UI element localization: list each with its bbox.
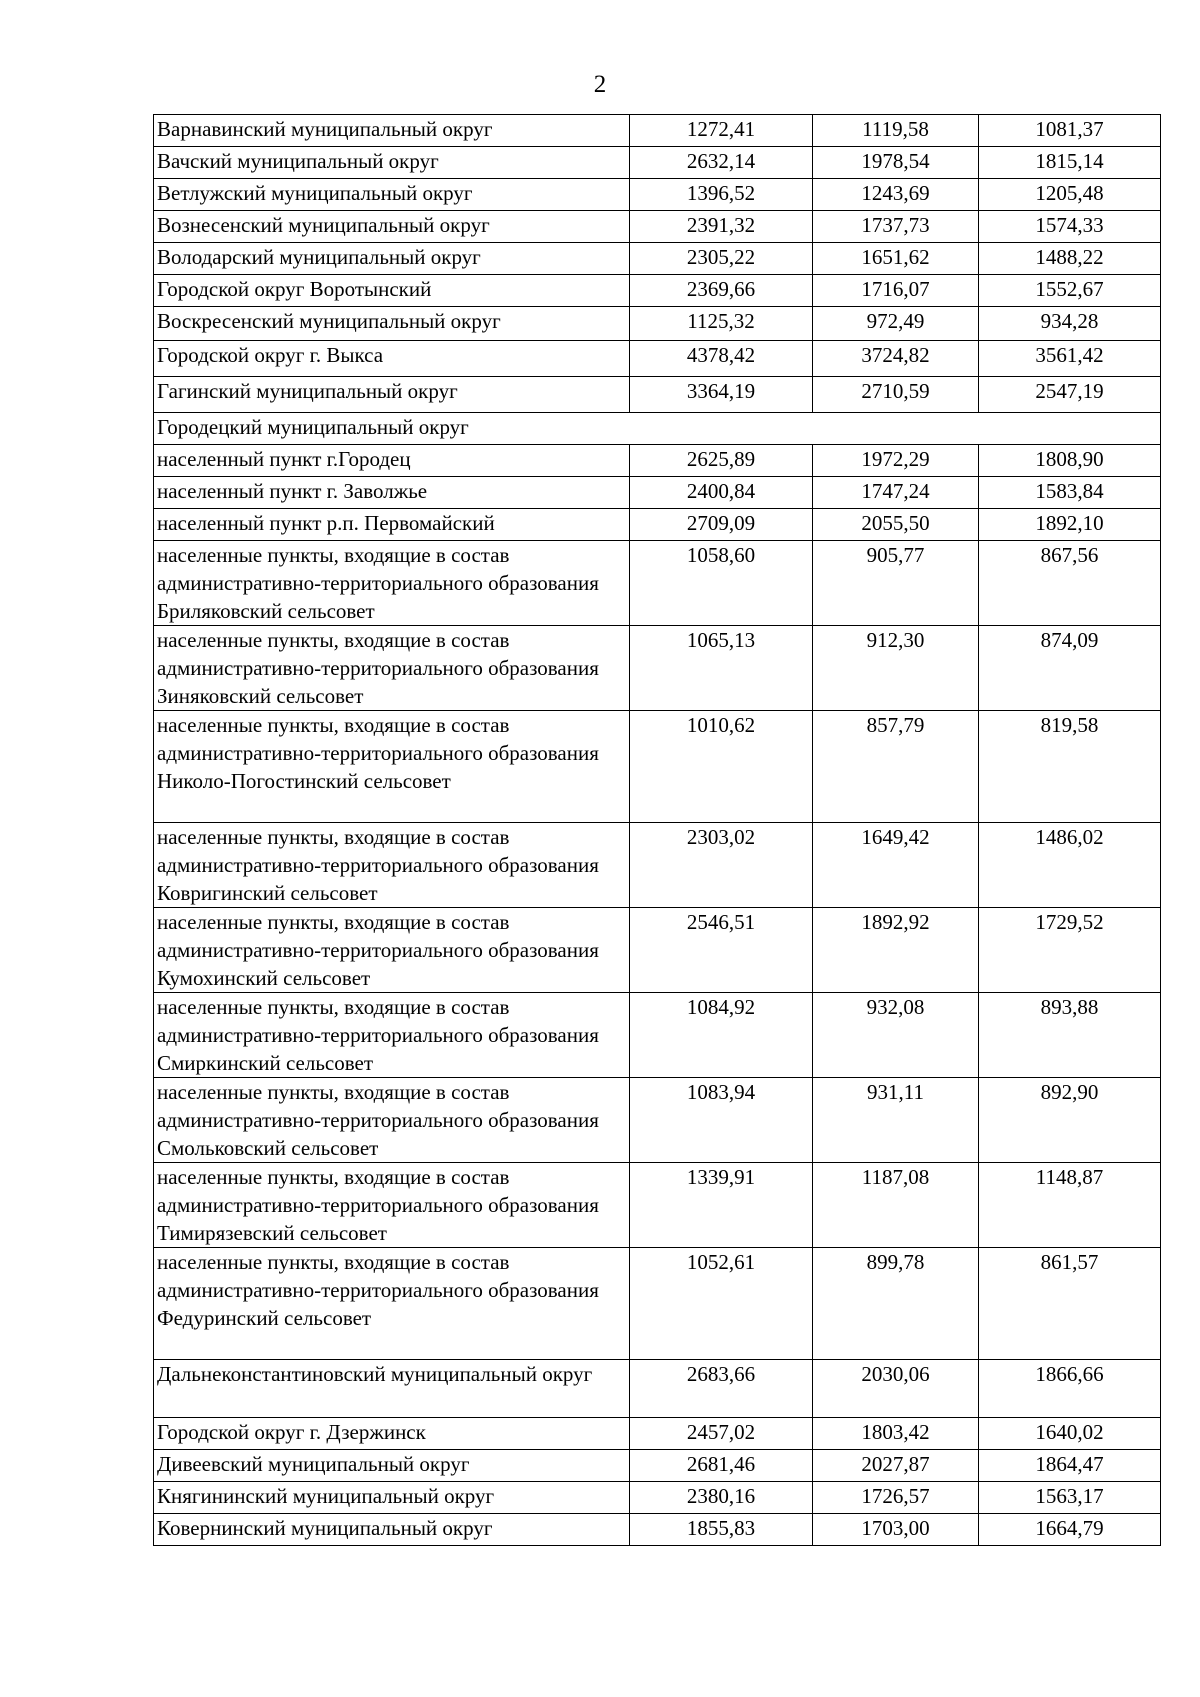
value-1-cell: 2632,14 [630,147,813,179]
value-1-cell: 2391,32 [630,211,813,243]
value-3-cell: 861,57 [979,1248,1161,1360]
territory-name-cell: населенные пункты, входящие в состав административно-территориального образования Тимирязевский сельсовет [154,1163,630,1248]
value-1-cell: 1058,60 [630,541,813,626]
table-row [154,147,1161,179]
value-2-cell: 2055,50 [813,509,979,541]
table-row [154,626,1161,711]
territory-name-cell: Княгининский муниципальный округ [154,1482,630,1514]
territory-name-cell: Дальнеконстантиновский муниципальный округ [154,1360,630,1418]
table-row [154,1418,1161,1450]
value-3-cell: 1486,02 [979,823,1161,908]
value-2-cell: 3724,82 [813,341,979,377]
table-row [154,445,1161,477]
value-1-cell: 2457,02 [630,1418,813,1450]
territory-name-cell: Городской округ г. Дзержинск [154,1418,630,1450]
value-2-cell: 1651,62 [813,243,979,275]
table-row [154,541,1161,626]
value-1-cell: 2380,16 [630,1482,813,1514]
value-1-cell: 1125,32 [630,307,813,341]
table-row [154,377,1161,413]
value-1-cell: 2681,46 [630,1450,813,1482]
value-3-cell: 819,58 [979,711,1161,823]
group-header-row [154,413,1161,445]
territory-name-cell: населенные пункты, входящие в состав административно-территориального образования Кумохинский сельсовет [154,908,630,993]
value-2-cell: 1978,54 [813,147,979,179]
value-2-cell: 932,08 [813,993,979,1078]
table-row [154,1482,1161,1514]
group-name-cell: Городецкий муниципальный округ [154,413,1161,445]
value-1-cell: 1010,62 [630,711,813,823]
value-3-cell: 1205,48 [979,179,1161,211]
value-3-cell: 1488,22 [979,243,1161,275]
value-1-cell: 3364,19 [630,377,813,413]
value-3-cell: 1664,79 [979,1514,1161,1546]
value-2-cell: 857,79 [813,711,979,823]
tariff-table [153,114,1161,1546]
value-3-cell: 2547,19 [979,377,1161,413]
page-number: 2 [593,71,607,98]
value-2-cell: 972,49 [813,307,979,341]
value-1-cell: 2709,09 [630,509,813,541]
value-2-cell: 2027,87 [813,1450,979,1482]
value-3-cell: 1808,90 [979,445,1161,477]
value-2-cell: 1119,58 [813,115,979,147]
value-2-cell: 2030,06 [813,1360,979,1418]
territory-name-cell: населенные пункты, входящие в состав административно-территориального образования Ковригинский сельсовет [154,823,630,908]
value-2-cell: 1892,92 [813,908,979,993]
territory-name-cell: Вачский муниципальный округ [154,147,630,179]
value-3-cell: 892,90 [979,1078,1161,1163]
value-1-cell: 2369,66 [630,275,813,307]
table-row [154,1163,1161,1248]
table-row [154,275,1161,307]
value-1-cell: 1272,41 [630,115,813,147]
table-row [154,1360,1161,1418]
value-3-cell: 1866,66 [979,1360,1161,1418]
value-3-cell: 874,09 [979,626,1161,711]
value-1-cell: 4378,42 [630,341,813,377]
value-1-cell: 1396,52 [630,179,813,211]
value-1-cell: 2546,51 [630,908,813,993]
value-1-cell: 1855,83 [630,1514,813,1546]
value-1-cell: 2625,89 [630,445,813,477]
value-3-cell: 3561,42 [979,341,1161,377]
table-row [154,243,1161,275]
value-3-cell: 893,88 [979,993,1161,1078]
value-3-cell: 1729,52 [979,908,1161,993]
value-2-cell: 905,77 [813,541,979,626]
value-1-cell: 2400,84 [630,477,813,509]
table-row [154,823,1161,908]
table-row [154,179,1161,211]
value-2-cell: 1972,29 [813,445,979,477]
table-row [154,307,1161,341]
value-3-cell: 1552,67 [979,275,1161,307]
table-row [154,1248,1161,1360]
territory-name-cell: Ветлужский муниципальный округ [154,179,630,211]
value-2-cell: 1726,57 [813,1482,979,1514]
territory-name-cell: населенные пункты, входящие в состав административно-территориального образования Зиняковский сельсовет [154,626,630,711]
territory-name-cell: населенные пункты, входящие в состав административно-территориального образования Смольковский сельсовет [154,1078,630,1163]
table-row [154,341,1161,377]
value-1-cell: 2305,22 [630,243,813,275]
table-row [154,711,1161,823]
value-2-cell: 2710,59 [813,377,979,413]
territory-name-cell: Воскресенский муниципальный округ [154,307,630,341]
value-3-cell: 1563,17 [979,1482,1161,1514]
value-3-cell: 1081,37 [979,115,1161,147]
value-1-cell: 1083,94 [630,1078,813,1163]
table-row [154,1514,1161,1546]
value-2-cell: 1703,00 [813,1514,979,1546]
territory-name-cell: Ковернинский муниципальный округ [154,1514,630,1546]
territory-name-cell: Городской округ г. Выкса [154,341,630,377]
table-row [154,477,1161,509]
territory-name-cell: Володарский муниципальный округ [154,243,630,275]
value-2-cell: 1243,69 [813,179,979,211]
territory-name-cell: населенные пункты, входящие в состав административно-территориального образования Смиркинский сельсовет [154,993,630,1078]
value-3-cell: 934,28 [979,307,1161,341]
territory-name-cell: населенный пункт г.Городец [154,445,630,477]
table-row [154,993,1161,1078]
territory-name-cell: населенные пункты, входящие в состав административно-территориального образования Федуринский сельсовет [154,1248,630,1360]
value-3-cell: 1892,10 [979,509,1161,541]
value-2-cell: 1803,42 [813,1418,979,1450]
territory-name-cell: Гагинский муниципальный округ [154,377,630,413]
value-1-cell: 2303,02 [630,823,813,908]
table-body [154,115,1161,1546]
value-3-cell: 1583,84 [979,477,1161,509]
territory-name-cell: Городской округ Воротынский [154,275,630,307]
value-3-cell: 867,56 [979,541,1161,626]
value-3-cell: 1148,87 [979,1163,1161,1248]
table-row [154,908,1161,993]
table-row [154,211,1161,243]
value-2-cell: 899,78 [813,1248,979,1360]
territory-name-cell: населенные пункты, входящие в состав административно-территориального образования Николо-Погостинский сельсовет [154,711,630,823]
territory-name-cell: Вознесенский муниципальный округ [154,211,630,243]
territory-name-cell: населенные пункты, входящие в состав административно-территориального образования Бриляковский сельсовет [154,541,630,626]
territory-name-cell: Дивеевский муниципальный округ [154,1450,630,1482]
value-1-cell: 2683,66 [630,1360,813,1418]
territory-name-cell: населенный пункт р.п. Первомайский [154,509,630,541]
value-3-cell: 1574,33 [979,211,1161,243]
value-1-cell: 1052,61 [630,1248,813,1360]
value-1-cell: 1065,13 [630,626,813,711]
table-row [154,115,1161,147]
territory-name-cell: Варнавинский муниципальный округ [154,115,630,147]
value-2-cell: 1649,42 [813,823,979,908]
value-2-cell: 1747,24 [813,477,979,509]
value-3-cell: 1815,14 [979,147,1161,179]
value-1-cell: 1084,92 [630,993,813,1078]
value-2-cell: 912,30 [813,626,979,711]
value-1-cell: 1339,91 [630,1163,813,1248]
value-2-cell: 931,11 [813,1078,979,1163]
value-2-cell: 1187,08 [813,1163,979,1248]
value-3-cell: 1864,47 [979,1450,1161,1482]
table-row [154,1078,1161,1163]
value-3-cell: 1640,02 [979,1418,1161,1450]
table-row [154,509,1161,541]
value-2-cell: 1716,07 [813,275,979,307]
value-2-cell: 1737,73 [813,211,979,243]
table-row [154,1450,1161,1482]
territory-name-cell: населенный пункт г. Заволжье [154,477,630,509]
